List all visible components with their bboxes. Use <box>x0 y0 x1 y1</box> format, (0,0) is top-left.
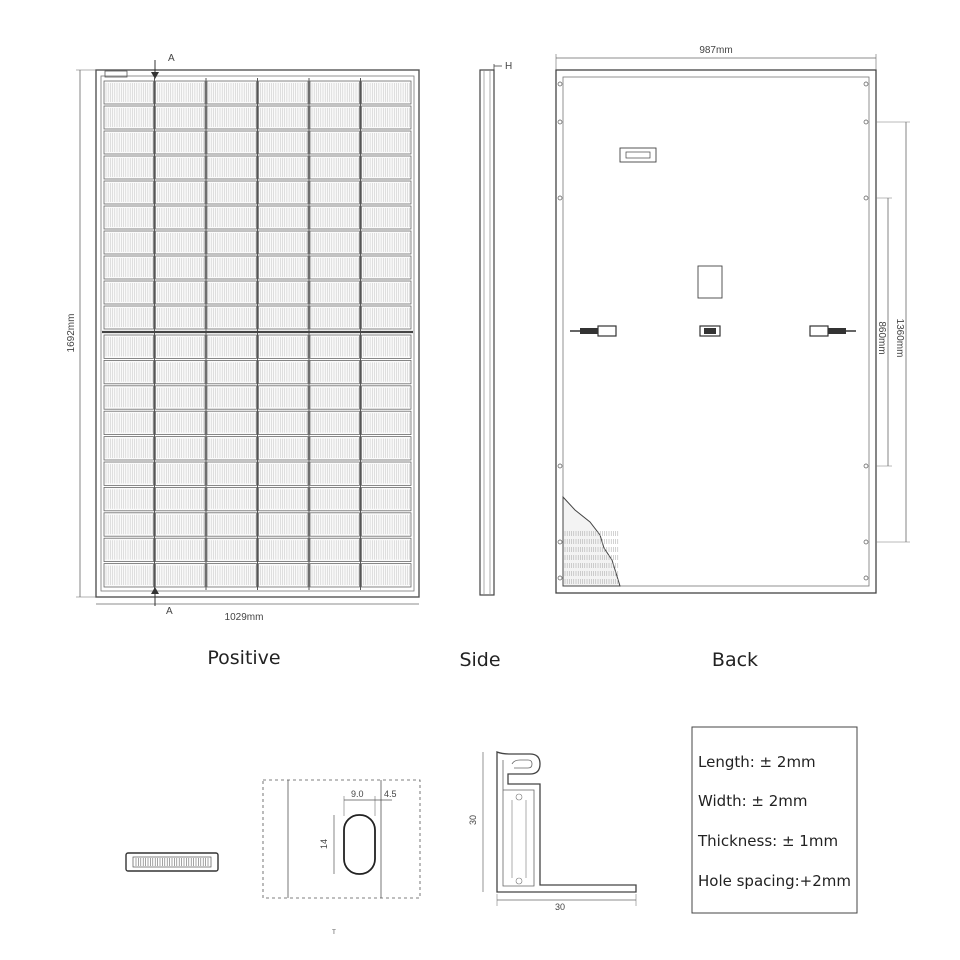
solar-cell <box>310 437 360 460</box>
tolerance-thickness: Thickness: ± 1mm <box>698 832 839 850</box>
hole-dim-outer: 1360mm <box>894 318 905 358</box>
solar-cell <box>362 564 412 587</box>
solar-cell <box>156 81 206 104</box>
mounting-hole <box>558 196 562 200</box>
solar-cell <box>362 513 412 536</box>
solar-cell <box>362 386 412 409</box>
back-view <box>556 45 910 671</box>
solar-cell <box>104 335 154 358</box>
solar-cell <box>156 306 206 329</box>
solar-cell <box>259 181 309 204</box>
solar-cell <box>259 156 309 179</box>
solar-cell <box>362 411 412 434</box>
section-mark-top: A <box>168 53 175 64</box>
solar-cell <box>310 513 360 536</box>
solar-cell <box>259 462 309 485</box>
back-view-label: Back <box>711 649 759 671</box>
solar-cell <box>310 306 360 329</box>
solar-cell <box>310 156 360 179</box>
solar-cell <box>310 181 360 204</box>
solar-cell <box>362 181 412 204</box>
solar-cell <box>207 231 257 254</box>
solar-cell <box>104 411 154 434</box>
solar-cell <box>362 437 412 460</box>
solar-cell <box>259 513 309 536</box>
back-cutaway <box>563 497 620 586</box>
solar-cell <box>156 462 206 485</box>
solar-cell <box>259 335 309 358</box>
solar-cell <box>156 131 206 154</box>
solar-cell <box>104 106 154 129</box>
solar-cell <box>104 206 154 229</box>
solar-cell <box>362 156 412 179</box>
front-view <box>66 53 419 669</box>
solar-cell <box>259 281 309 304</box>
solar-cell <box>104 156 154 179</box>
solar-cell <box>362 538 412 561</box>
mounting-hole <box>864 196 868 200</box>
frame-cross-section <box>468 752 636 912</box>
solar-cell <box>207 256 257 279</box>
side-view <box>459 61 512 671</box>
solar-cell <box>207 106 257 129</box>
solar-cell <box>310 231 360 254</box>
solar-cell <box>259 538 309 561</box>
side-thickness-mark: H <box>505 61 513 72</box>
slot-width-dim: 9.0 <box>351 789 364 799</box>
solar-cell <box>207 156 257 179</box>
solar-cell <box>362 335 412 358</box>
solar-cell <box>156 256 206 279</box>
solar-cell <box>362 281 412 304</box>
section-mark-bottom: A <box>166 606 173 617</box>
connector-right <box>810 326 856 336</box>
solar-cell <box>259 106 309 129</box>
section-detail <box>263 780 420 936</box>
solar-cell <box>310 106 360 129</box>
solar-cell <box>156 564 206 587</box>
solar-cell <box>310 335 360 358</box>
solar-cell <box>104 360 154 383</box>
section-mark-t: T <box>332 930 336 936</box>
mounting-hole <box>864 120 868 124</box>
solar-cell <box>259 360 309 383</box>
profile-width-dim: 30 <box>554 902 566 912</box>
solar-cell <box>207 513 257 536</box>
solar-cell <box>156 513 206 536</box>
solar-cell <box>310 360 360 383</box>
solar-cell <box>207 564 257 587</box>
solar-cell <box>156 281 206 304</box>
front-height-dim: 1692mm <box>66 313 77 353</box>
solar-cell <box>362 487 412 510</box>
solar-cell <box>156 156 206 179</box>
solar-cell <box>207 386 257 409</box>
solar-cell <box>362 360 412 383</box>
solar-cell <box>104 386 154 409</box>
side-view-label: Side <box>459 649 501 671</box>
solar-cell <box>156 181 206 204</box>
back-width-dim: 987mm <box>699 45 733 56</box>
hole-dim-inner: 860mm <box>876 321 887 355</box>
solar-cell <box>104 513 154 536</box>
mounting-hole <box>864 82 868 86</box>
solar-cell <box>259 386 309 409</box>
solar-cell <box>259 487 309 510</box>
front-view-label: Positive <box>207 647 281 669</box>
solar-cell <box>104 437 154 460</box>
solar-cell <box>156 231 206 254</box>
solar-cell <box>156 206 206 229</box>
solar-cell <box>104 462 154 485</box>
solar-cell <box>156 411 206 434</box>
solar-cell <box>207 131 257 154</box>
solar-cell <box>104 256 154 279</box>
solar-cell <box>362 131 412 154</box>
solar-cell <box>310 281 360 304</box>
solar-cell <box>207 437 257 460</box>
solar-cell <box>104 81 154 104</box>
solar-cell <box>362 206 412 229</box>
mounting-hole <box>864 464 868 468</box>
solar-cell <box>207 335 257 358</box>
solar-cell <box>156 360 206 383</box>
mounting-hole <box>558 464 562 468</box>
solar-cell <box>259 81 309 104</box>
solar-cell <box>156 487 206 510</box>
solar-cell <box>207 281 257 304</box>
solar-cell <box>207 306 257 329</box>
mounting-hole <box>558 82 562 86</box>
solar-cell <box>156 106 206 129</box>
solar-cell <box>104 181 154 204</box>
mounting-hole <box>864 540 868 544</box>
solar-cell <box>310 487 360 510</box>
solar-cell <box>362 231 412 254</box>
junction-box <box>698 266 722 298</box>
solar-cell <box>207 81 257 104</box>
mounting-hole <box>558 540 562 544</box>
mounting-hole <box>558 120 562 124</box>
tolerance-hole-spacing: Hole spacing:+2mm <box>698 872 851 890</box>
back-nameplate <box>620 148 656 162</box>
solar-cell <box>310 386 360 409</box>
solar-cell <box>207 487 257 510</box>
front-width-dim: 1029mm <box>224 612 264 623</box>
solar-cell <box>259 231 309 254</box>
solar-cell <box>156 437 206 460</box>
cell-grid <box>104 78 411 590</box>
tolerance-width: Width: ± 2mm <box>698 792 808 810</box>
profile-height-dim: 30 <box>468 814 478 826</box>
solar-cell <box>207 462 257 485</box>
solar-cell <box>362 462 412 485</box>
solar-cell <box>207 411 257 434</box>
edge-dim: 4.5 <box>384 789 397 799</box>
solar-cell <box>259 131 309 154</box>
solar-cell <box>310 131 360 154</box>
tolerance-length: Length: ± 2mm <box>698 753 816 771</box>
side-profile <box>480 70 494 595</box>
slot-height-dim: 14 <box>319 838 329 850</box>
solar-cell <box>104 487 154 510</box>
solar-cell <box>310 411 360 434</box>
solar-cell <box>259 564 309 587</box>
solar-cell <box>156 386 206 409</box>
solar-cell <box>207 360 257 383</box>
solar-cell <box>310 538 360 561</box>
solar-cell <box>156 538 206 561</box>
solar-cell <box>156 335 206 358</box>
solar-cell <box>362 81 412 104</box>
solar-cell <box>310 564 360 587</box>
solar-cell <box>310 256 360 279</box>
solar-cell <box>104 281 154 304</box>
solar-cell <box>362 306 412 329</box>
solar-cell <box>259 306 309 329</box>
solar-cell <box>310 81 360 104</box>
solar-cell <box>362 256 412 279</box>
solar-cell <box>259 437 309 460</box>
solar-cell <box>310 206 360 229</box>
solar-cell <box>207 181 257 204</box>
mounting-hole <box>558 576 562 580</box>
solar-cell <box>362 106 412 129</box>
tolerance-box <box>692 727 857 913</box>
solar-cell <box>104 231 154 254</box>
solar-cell <box>104 564 154 587</box>
solar-cell <box>104 538 154 561</box>
connector-middle <box>700 326 720 336</box>
solar-cell <box>259 411 309 434</box>
solar-cell <box>207 206 257 229</box>
connector-left <box>570 326 616 336</box>
frame-end-profile <box>126 853 218 871</box>
solar-cell <box>259 256 309 279</box>
solar-cell <box>310 462 360 485</box>
mounting-slot <box>344 815 375 874</box>
solar-cell <box>104 306 154 329</box>
mounting-hole <box>864 576 868 580</box>
solar-cell <box>259 206 309 229</box>
solar-cell <box>207 538 257 561</box>
solar-cell <box>104 131 154 154</box>
